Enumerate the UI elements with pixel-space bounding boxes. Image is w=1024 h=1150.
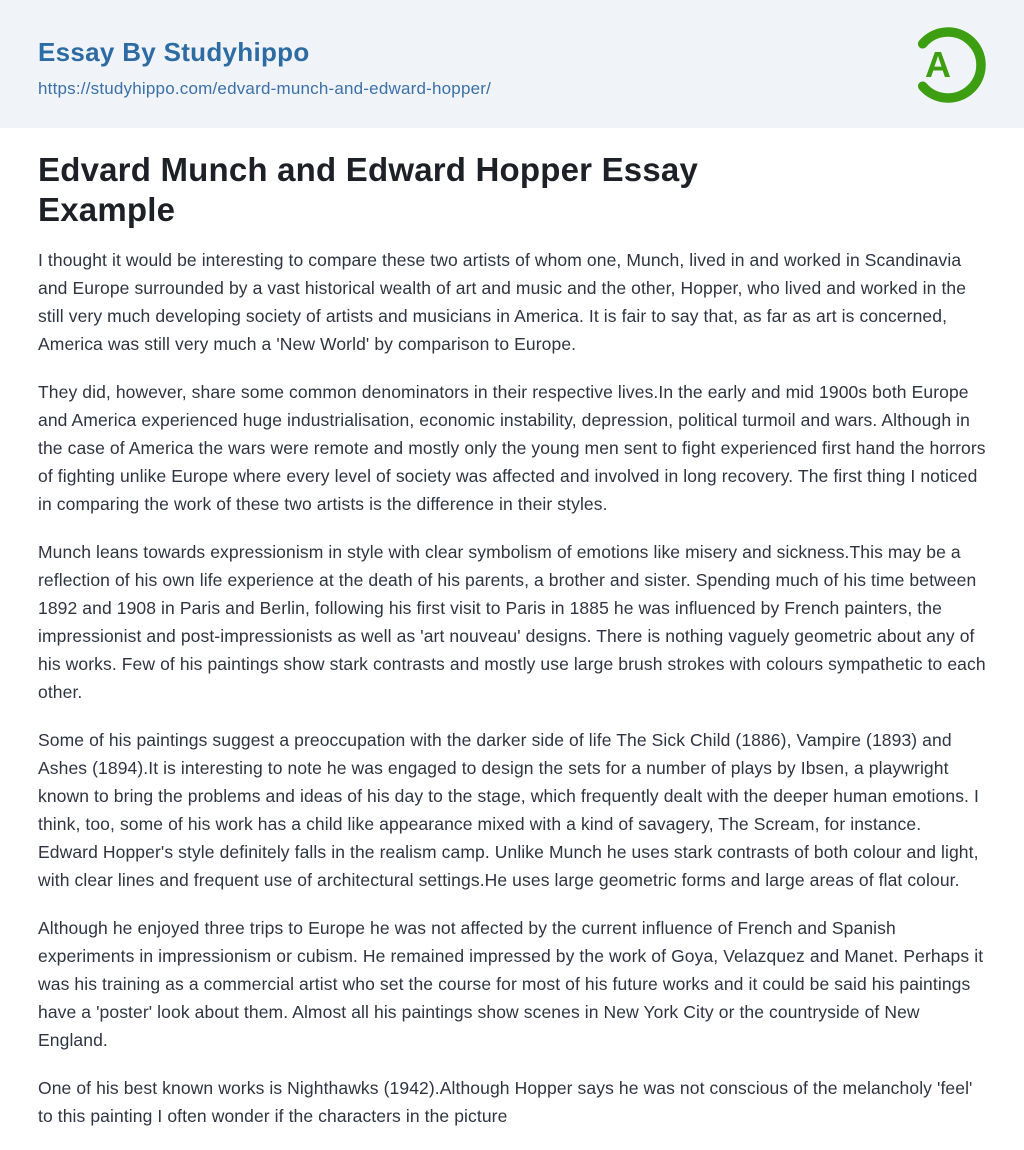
essay-paragraph: They did, however, share some common denominators in their respective lives.In the early and mid 1900s both Europe and America experienced huge industrialisation, economic instability, depression, political turmoil and wars. Although in the case of America the wars were remote and mostly only the young men sent to fight experienced first hand the horrors of fighting unlike Europe where every level of society was affected and involved in long recovery. The first thing I noticed in comparing the work of these two artists is the difference in their styles. <box>38 382 986 514</box>
essay-paragraph: Some of his paintings suggest a preoccupation with the darker side of life The Sick Child (1886), Vampire (1893) and Ashes (1894).It is interesting to note he was engaged to design the sets for a number of plays by Ibsen, a playwright known to bring the problems and ideas of his day to the stage, which frequently dealt with the deeper human emotions. I think, too, some of his work has a child like appearance mixed with a kind of savagery, The Scream, for instance. Edward Hopper's style definitely falls in the realism camp. Unlike Munch he uses stark contrasts of both colour and light, with clear lines and frequent use of architectural settings.He uses large geometric forms and large areas of flat colour. <box>38 730 979 890</box>
essay-paragraph: Although he enjoyed three trips to Europe he was not affected by the current influence of French and Spanish experiments in impressionism or cubism. He remained impressed by the work of Goya, Velazquez and Manet. Perhaps it was his training as a commercial artist who set the course for most of his future works and it could be said his paintings have a 'poster' look about them. Almost all his paintings show scenes in New York City or the countryside of New England. <box>38 918 984 1050</box>
article-title: Edvard Munch and Edward Hopper Essay Example <box>38 151 699 228</box>
essay-paragraph: One of his best known works is Nighthawks (1942).Although Hopper says he was not conscious of the melancholy 'feel' to this painting I often wonder if the characters in the picture <box>38 1078 973 1126</box>
source-url-link[interactable]: https://studyhippo.com/edvard-munch-and-edward-hopper/ <box>38 78 492 98</box>
site-title: Essay By Studyhippo <box>38 37 310 67</box>
logo-letter: A <box>925 44 951 85</box>
essay-paragraph: I thought it would be interesting to compare these two artists of whom one, Munch, lived in and worked in Scandinavia and Europe surrounded by a vast historical wealth of art and music and the other, Hopper, who lived and worked in the still very much developing society of artists and musicians in America. It is fair to say that, as far as art is concerned, America was still very much a 'New World' by comparison to Europe. <box>38 250 967 354</box>
page-header <box>0 0 1024 128</box>
essay-paragraph: Munch leans towards expressionism in style with clear symbolism of emotions like misery and sickness.This may be a reflection of his own life experience at the death of his parents, a brother and sister. Spending much of his time between 1892 and 1908 in Paris and Berlin, following his first visit to Paris in 1885 he was influenced by French painters, the impressionist and post-impressionists as well as 'art nouveau' designs. There is nothing vaguely geometric about any of his works. Few of his paintings show stark contrasts and mostly use large brush strokes with colours sympathetic to each other. <box>38 542 986 702</box>
studyhippo-logo <box>902 18 988 110</box>
essay-article <box>0 128 1024 1130</box>
